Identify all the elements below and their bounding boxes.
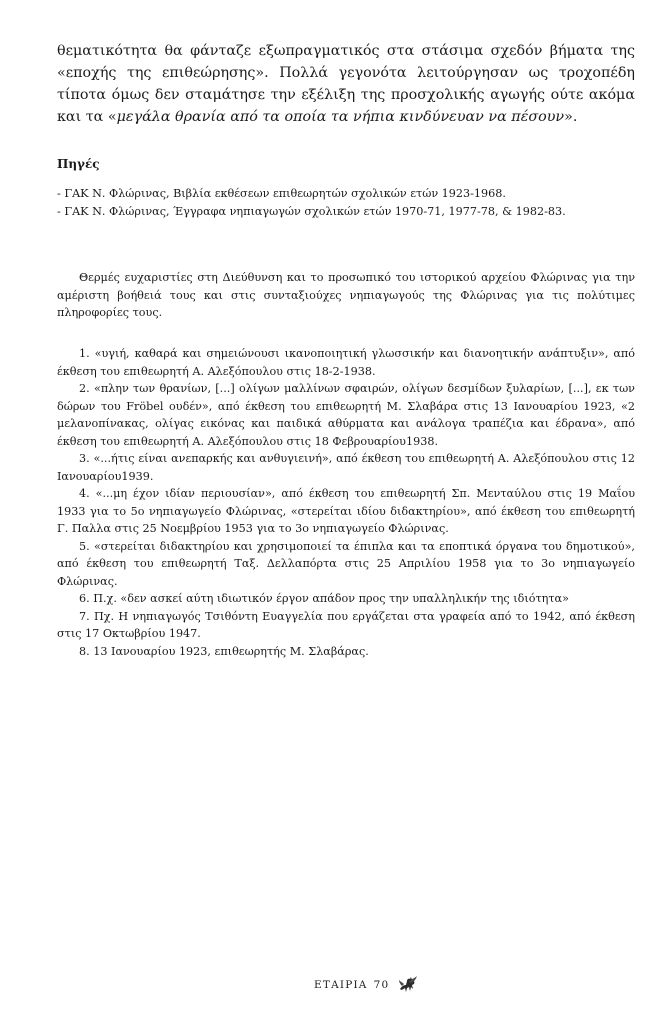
footnote: 7. Πχ. Η νηπιαγωγός Τσιθόντη Ευαγγελία που εργάζεται στα γραφεία από το 1942, από έκθεση στις 17 Οκτωβρίου 1947. — [57, 609, 635, 640]
footnote: 6. Π.χ. «δεν ασκεί αύτη ιδιωτικόν έργον απάδον προς την υπαλληλικήν της ιδιότητα» — [79, 592, 569, 605]
acknowledgements — [57, 269, 635, 322]
winged-horse-emblem-icon — [397, 974, 419, 996]
sources-heading: Πηγές — [57, 157, 100, 171]
intro-text-part-2: ». — [564, 109, 578, 125]
intro-italic-quote: μεγάλα θρανία από τα οποία τα νήπια κινδύνευαν να πέσουν — [116, 109, 565, 125]
footer-label-group — [314, 979, 389, 991]
footnote: 5. «στερείται διδακτηρίου και χρησιμοποιεί τα έπιπλα και τα εποπτικά όργανα του δημοτικού», από έκθεση του επιθεωρητή Ταξ. Δελλαπόρτα στις 25 Απριλίου 1958 για το 3ο νηπιαγωγείο Φλώρινας. — [57, 539, 635, 588]
footnotes-list — [57, 345, 635, 660]
footnote: 3. «...ήτις είναι ανεπαρκής και ανθυγιεινή», από έκθεση του επιθεωρητή Α. Αλεξόπουλου στις 12 Ιανουαρίου1939. — [57, 452, 635, 483]
intro-paragraph — [57, 40, 635, 128]
footer-label: ΕΤΑΙΡΙΑ — [314, 979, 368, 991]
source-item: - ΓΑΚ Ν. Φλώρινας, Βιβλία εκθέσεων επιθεωρητών σχολικών ετών 1923-1968. — [57, 187, 506, 200]
footnote: 2. «πλην των θρανίων, [...] ολίγων μαλλίνων σφαιρών, ολίγων δεσμίδων ξυλαρίων, [...], εκ των δώρων του Fröbel ουδέν», από έκθεση του επιθεωρητή Μ. Σλαβάρα στις 13 Ιανουαρίου 1923, «2 μελανοπίνακας, ολίγας εικόνας και παιδικά αθύρματα και ανάλογα τραπέζια και έδρανα», από έκθεση του επιθεωρητή Α. Αλεξόπουλου στις 18 Φεβρουαρίου1938. — [57, 382, 635, 448]
intro-text — [57, 40, 635, 128]
intro-text-part-1: θεματικότητα θα φάνταζε εξωπραγματικός στα στάσιμα σχεδόν βήματα της «εποχής της επιθεώρησης». Πολλά γεγονότα λειτούργησαν ως τροχοπέδη τίποτα όμως δεν σταμάτησε την εξέλιξη της προσχολικής αγωγής ούτε ακόμα και τα « — [57, 43, 635, 125]
page-footer — [0, 976, 660, 998]
footnote: 8. 13 Ιανουαρίου 1923, επιθεωρητής Μ. Σλαβάρας. — [79, 644, 369, 658]
footnote: 1. «υγιή, καθαρά και σημειώνουσι ικανοποιητική γλωσσικήν και διανοητικήν ανάπτυξιν», από έκθεση του επιθεωρητή Α. Αλεξόπουλου στις 18-2-1938. — [57, 347, 635, 378]
source-item: - ΓΑΚ Ν. Φλώρινας, Έγγραφα νηπιαγωγών σχολικών ετών 1970-71, 1977-78, & 1982-83. — [57, 205, 566, 218]
page-number: 70 — [373, 979, 390, 991]
footnote: 4. «...μη έχον ιδίαν περιουσίαν», από έκθεση του επιθεωρητή Σπ. Μενταύλου στις 19 Μαΐου 1933 για το 5ο νηπιαγωγείο Φλώρινας, «στερείται ιδίου διδακτηρίου», από έκθεση του επιθεωρητή Γ. Παλλα στις 25 Νοεμβρίου 1953 για το 3ο νηπιαγωγείο Φλώρινας. — [57, 487, 635, 535]
acknowledgements-text: Θερμές ευχαριστίες στη Διεύθυνση και το προσωπικό του ιστορικού αρχείου Φλώρινας για την αμέριστη βοήθειά τους και στις συνταξιούχες νηπιαγωγούς της Φλώρινας για τις πολύτιμες πληροφορίες τους. — [57, 271, 635, 319]
sources-section — [57, 157, 635, 221]
